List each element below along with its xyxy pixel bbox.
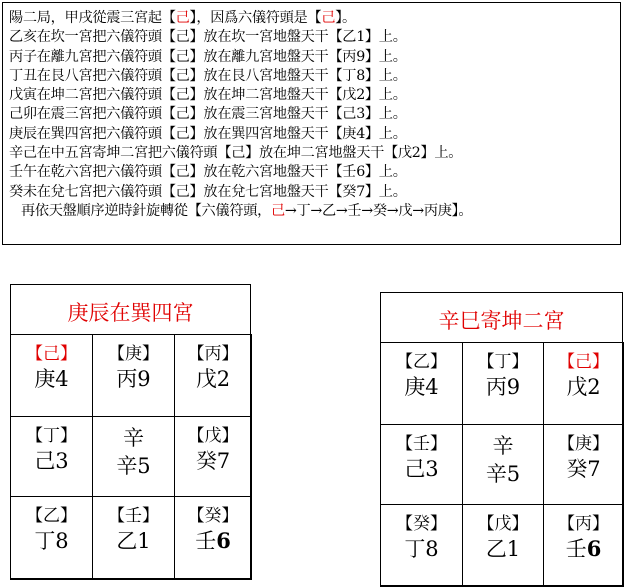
grid-panel-right xyxy=(380,292,623,586)
text-segment: 癸未在兌七宮把六儀符頭【己】放在兌七宮地盤天干【癸7】上。 xyxy=(9,183,407,200)
heaven-plate-stem: 【壬】 xyxy=(108,506,159,526)
grid-panel-left xyxy=(10,284,251,579)
text-segment: 】。 xyxy=(335,10,356,26)
stem-char: 壬 xyxy=(565,537,587,561)
palace-cell xyxy=(174,416,252,497)
palace-cell xyxy=(92,334,175,417)
text-line xyxy=(9,163,620,182)
highlight-text: 己 xyxy=(270,202,285,219)
text-line xyxy=(9,28,620,47)
earth-plate-stem: 己3 xyxy=(404,457,439,481)
palace-cell xyxy=(543,424,624,505)
heaven-plate-stem: 辛 xyxy=(492,434,514,458)
text-segment: 丙子在離九宮把六儀符頭【己】放在離九宮地盤天干【丙9】上。 xyxy=(9,48,407,65)
palace-cell xyxy=(462,504,544,587)
earth-plate-stem: 庚4 xyxy=(34,367,69,391)
heaven-plate-stem: 【丁】 xyxy=(26,426,77,446)
earth-plate-stem xyxy=(544,536,623,562)
text-segment: 庚辰在巽四宮把六儀符頭【己】放在巽四宮地盤天干【庚4】上。 xyxy=(9,125,407,142)
heaven-plate-stem: 【己】 xyxy=(558,352,609,372)
text-segment: 丁丑在艮八宮把六儀符頭【己】放在艮八宮地盤天干【丁8】上。 xyxy=(9,67,407,84)
earth-plate-stem: 己3 xyxy=(34,449,69,473)
text-segment: 己卯在震三宮把六儀符頭【己】放在震三宮地盤天干【己3】上。 xyxy=(9,106,407,123)
heaven-plate-stem: 【乙】 xyxy=(396,352,447,372)
heaven-plate-stem: 【庚】 xyxy=(558,434,609,454)
heaven-plate-stem: 【丙】 xyxy=(558,514,609,534)
earth-plate-stem: 丁8 xyxy=(34,529,69,553)
palace-cell xyxy=(380,504,463,587)
text-segment: 】，因爲六儀符頭是【 xyxy=(189,10,322,26)
palace-cell xyxy=(10,416,93,497)
text-line xyxy=(9,183,620,202)
text-segment: →丁→乙→壬→癸→戊→丙庚】。 xyxy=(284,202,473,219)
text-line xyxy=(9,202,620,221)
text-line xyxy=(9,105,620,124)
earth-plate-stem: 戊2 xyxy=(195,367,231,391)
heaven-plate-stem: 【癸】 xyxy=(396,514,447,534)
heaven-plate-stem: 【丙】 xyxy=(187,344,239,364)
stem-char: 壬 xyxy=(195,529,217,553)
grid-title: 庚辰在巽四宮 xyxy=(67,301,194,325)
earth-plate-stem: 庚4 xyxy=(404,375,439,399)
palace-cell xyxy=(543,342,624,425)
heaven-plate-stem: 【庚】 xyxy=(108,344,159,364)
earth-plate-stem: 丙9 xyxy=(116,367,151,391)
earth-plate-stem: 戊2 xyxy=(566,375,601,399)
palace-cell xyxy=(92,416,175,497)
palace-number: 6 xyxy=(216,528,231,553)
earth-plate-stem: 癸7 xyxy=(566,457,601,481)
explanation-textbox xyxy=(2,2,621,245)
palace-cell xyxy=(10,496,93,580)
highlight-text: 己 xyxy=(321,10,336,26)
text-segment: 乙亥在坎一宮把六儀符頭【己】放在坎一宮地盤天干【乙1】上。 xyxy=(9,29,407,46)
earth-plate-stem: 癸7 xyxy=(195,449,231,473)
heaven-plate-stem: 【戊】 xyxy=(187,426,239,446)
text-segment: 再依天盤順序逆時針旋轉從【六儀符頭， xyxy=(21,202,271,219)
palace-cell xyxy=(174,334,252,417)
palace-cell xyxy=(10,334,93,417)
text-line xyxy=(9,9,620,28)
text-line xyxy=(9,48,620,67)
highlight-text: 己 xyxy=(175,10,190,26)
heaven-plate-stem: 辛 xyxy=(123,426,144,450)
earth-plate-stem: 乙1 xyxy=(116,529,151,553)
text-segment: 辛己在中五宮寄坤二宮把六儀符頭【己】放在坤二宮地盤天干【戊2】上。 xyxy=(9,145,463,162)
text-segment: 陽二局，甲戌從震三宮起【 xyxy=(9,10,176,26)
heaven-plate-stem: 【乙】 xyxy=(26,506,77,526)
earth-plate-stem: 乙1 xyxy=(485,537,521,561)
text-line xyxy=(9,67,620,86)
earth-plate-stem: 丙9 xyxy=(485,375,521,399)
text-line xyxy=(9,125,620,144)
text-segment: 戊寅在坤二宮把六儀符頭【己】放在坤二宮地盤天干【戊2】上。 xyxy=(9,87,407,104)
palace-cell xyxy=(462,342,544,425)
grid-title: 辛巳寄坤二宮 xyxy=(438,309,565,333)
earth-plate-stem: 丁8 xyxy=(404,537,439,561)
heaven-plate-stem: 【戊】 xyxy=(477,514,529,534)
palace-cell xyxy=(462,424,544,505)
palace-cell xyxy=(92,496,175,580)
text-segment: 壬午在乾六宮把六儀符頭【己】放在乾六宮地盤天干【壬6】上。 xyxy=(9,164,407,181)
heaven-plate-stem: 【己】 xyxy=(26,344,77,364)
palace-cell xyxy=(543,504,624,587)
heaven-plate-stem: 【癸】 xyxy=(187,506,239,526)
earth-plate-stem xyxy=(175,528,251,554)
palace-cell xyxy=(380,342,463,425)
palace-cell xyxy=(174,496,252,580)
palace-cell xyxy=(380,424,463,505)
text-line xyxy=(9,86,620,105)
palace-number: 6 xyxy=(586,536,602,561)
heaven-plate-stem: 【壬】 xyxy=(396,434,447,454)
text-line xyxy=(9,144,620,163)
earth-plate-stem: 辛5 xyxy=(485,462,521,486)
earth-plate-stem: 辛5 xyxy=(116,454,151,478)
heaven-plate-stem: 【丁】 xyxy=(477,352,529,372)
